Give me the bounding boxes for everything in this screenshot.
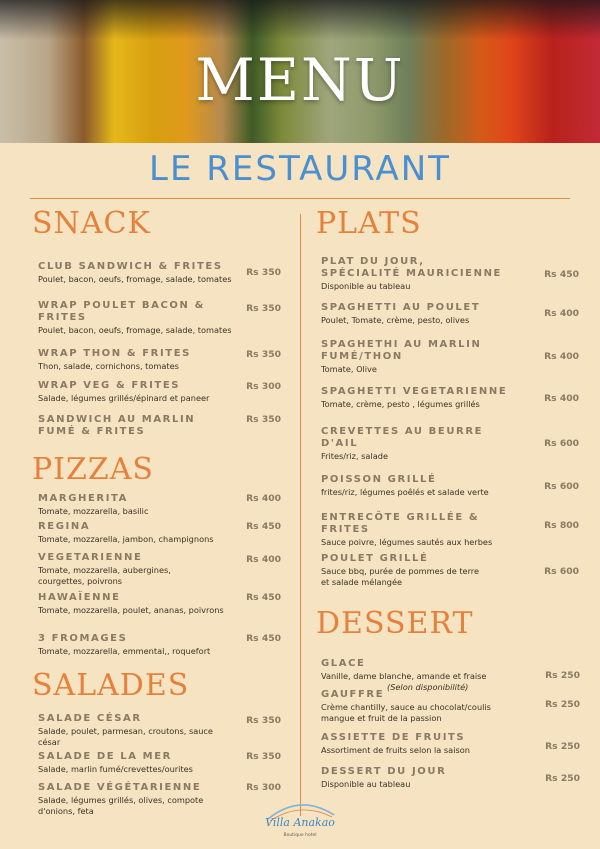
menu-title: MENU <box>195 46 405 114</box>
menu-item: WRAP VEG & FRITES Salade, légumes grillés/épinard et paneer <box>38 380 210 403</box>
hotel-logo <box>260 795 340 845</box>
item-price: Rs 600 <box>544 438 579 449</box>
item-price: Rs 350 <box>246 715 281 726</box>
item-price: Rs 350 <box>246 414 281 425</box>
item-price: Rs 250 <box>545 699 580 710</box>
item-price: Rs 400 <box>246 493 281 504</box>
item-price: Rs 600 <box>544 566 579 577</box>
item-price: Rs 400 <box>246 554 281 565</box>
menu-item: 3 FROMAGES Tomate, mozzarella, emmental,, roquefort <box>38 633 211 656</box>
item-price: Rs 300 <box>246 782 281 793</box>
item-price: Rs 450 <box>246 592 281 603</box>
item-price: Rs 350 <box>246 267 281 278</box>
divider-horizontal <box>30 198 570 199</box>
item-price: Rs 250 <box>545 773 580 784</box>
menu-item: SALADE DE LA MER Salade, marlin fumé/crevettes/ourites <box>38 751 193 774</box>
item-price: Rs 450 <box>246 521 281 532</box>
section-title-salades: SALADES <box>32 668 190 703</box>
item-price: Rs 450 <box>246 633 281 644</box>
item-price: Rs 400 <box>544 351 579 362</box>
menu-item: ENTRECÔTE GRILLÉE & FRITES Sauce poivre, légumes sautés aux herbes <box>321 512 493 547</box>
menu-item: SPAGHETTI AU POULET Poulet, Tomate, crème, pesto, olives <box>321 302 481 325</box>
menu-item: POULET GRILLÉ Sauce bbq, purée de pommes de terre et salade mélangée <box>321 553 480 587</box>
menu-item: SALADE VÉGÉTARIENNE Salade, légumes grillés, olives, compote d'onions, feta <box>38 782 204 816</box>
item-price: Rs 600 <box>544 481 579 492</box>
item-price: Rs 400 <box>544 308 579 319</box>
menu-item: CLUB SANDWICH & FRITES Poulet, bacon, oeufs, fromage, salade, tomates <box>38 261 232 284</box>
menu-item: SPAGHETHI AU MARLIN FUMÉ/THON Tomate, Olive <box>321 339 482 374</box>
menu-item: ASSIETTE DE FRUITS Assortiment de fruits selon la saison <box>321 732 470 755</box>
menu-item: POISSON GRILLÉ frites/riz, légumes poêlés et salade verte <box>321 474 489 497</box>
menu-item: PLAT DU JOUR, SPÉCIALITÉ MAURICIENNE Disponible au tableau <box>321 256 502 291</box>
restaurant-title: LE RESTAURANT <box>149 149 451 189</box>
menu-item: SPAGHETTI VEGETARIENNE Tomate, crème, pesto , légumes grillés <box>321 386 508 409</box>
menu-item: VEGETARIENNE Tomate, mozzarella, aubergines, courgettes, poivrons <box>38 552 171 586</box>
menu-item: REGINA Tomate, mozzarella, jambon, champignons <box>38 521 214 544</box>
menu-item: CREVETTES AU BEURRE D'AIL Frites/riz, salade <box>321 426 484 461</box>
item-price: Rs 400 <box>544 393 579 404</box>
menu-item: SALADE CÉSAR Salade, poulet, parmesan, croutons, sauce césar <box>38 713 213 747</box>
item-price: Rs 350 <box>246 303 281 314</box>
item-price: Rs 350 <box>246 751 281 762</box>
menu-item: MARGHERITA Tomate, mozzarella, basilic <box>38 493 149 516</box>
section-title-snack: SNACK <box>32 206 151 241</box>
item-price: Rs 250 <box>545 670 580 681</box>
menu-item: HAWAÏENNE Tomate, mozzarella, poulet, ananas, poivrons <box>38 592 224 615</box>
section-title-plats: PLATS <box>316 206 422 241</box>
availability-note: (Selon disponibilité) <box>387 682 469 692</box>
spices-banner <box>0 0 600 143</box>
svg-text:Boutique hotel: Boutique hotel <box>283 833 317 838</box>
menu-item: WRAP POULET BACON & FRITES Poulet, bacon, oeufs, fromage, salade, tomates <box>38 300 232 335</box>
section-title-pizzas: PIZZAS <box>32 452 154 487</box>
menu-item: WRAP THON & FRITES Thon, salade, cornichons, tomates <box>38 348 191 371</box>
section-title-dessert: DESSERT <box>316 606 474 641</box>
item-price: Rs 250 <box>545 741 580 752</box>
divider-vertical <box>300 214 301 816</box>
menu-item: GAUFFRE Crème chantilly, sauce au chocolat/coulis mangue et fruit de la passion <box>321 689 491 723</box>
menu-item: SANDWICH AU MARLIN FUMÉ & FRITES <box>38 414 196 437</box>
item-price: Rs 450 <box>544 269 579 280</box>
item-price: Rs 300 <box>246 381 281 392</box>
menu-item: GLACE Vanille, dame blanche, amande et fraise (Selon disponibilité) <box>321 658 521 692</box>
menu-item: DESSERT DU JOUR Disponible au tableau <box>321 766 447 789</box>
svg-text:Villa Anakao: Villa Anakao <box>265 816 335 829</box>
item-price: Rs 800 <box>544 520 579 531</box>
item-price: Rs 350 <box>246 349 281 360</box>
banner-shade <box>0 0 600 40</box>
